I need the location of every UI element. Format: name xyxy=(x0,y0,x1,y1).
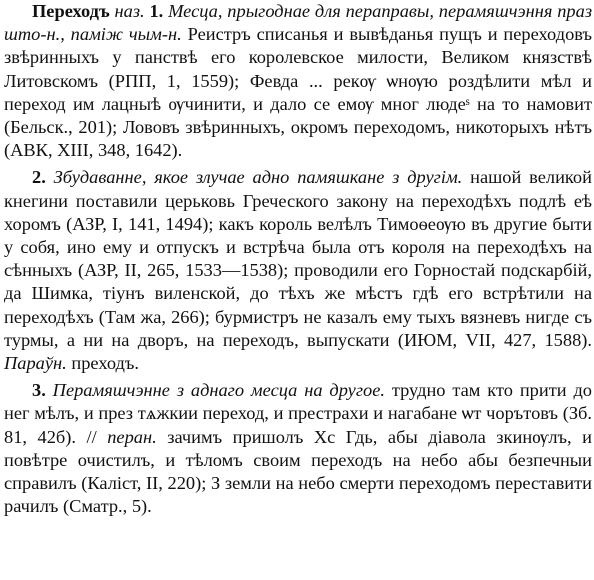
sense-1 xyxy=(4,0,592,162)
figurative-label: перан. xyxy=(107,426,157,447)
sense-definition-3: Перамяшчэнне з аднаго месца на другое. xyxy=(52,380,385,401)
headword: Переходъ xyxy=(32,1,110,21)
sense-definition-2: Збудаванне, якое злучае адно памяшкане з другім. xyxy=(53,167,463,188)
sense-number-2: 2. xyxy=(32,167,46,188)
sense-definition-1: Месца, прыгоднае для пераправы, перамяшчэння праз што-н., паміж чым-н. xyxy=(4,1,592,45)
sense-citations-2: нашой великой кнегини поставили церьковь Греческого закону на переходѣхъ подлѣ еѣ хоромъ (АЗР, I, 141, 1494); какъ король велѣлъ Тимоѳеѹю въ другие быти у собя, ино ему и отпускъ и встрѣча была отъ короля на переходѣхъ на сѣнныхъ (АЗР, II, 265, 1533—1538); проводили его Горностай подскарбій, да Шимка, тіунъ виленской, до тѣхъ же мѣстъ гдѣ его встрѣтили на переходѣхъ (Там жа, 266); бурмистръ не казалъ ему тыхъ вязневъ нигде съ турмы, а ни на дворъ, на переходъ, выпускати (ИЮМ, VII, 427, 1588). xyxy=(4,167,592,350)
cross-reference-word: преходъ. xyxy=(71,353,139,374)
sense-number-3: 3. xyxy=(32,380,46,401)
sense-citations-1: Реистръ списанья и вывѣданья пущъ и переходовъ звѣринныхъ у панствѣ его королевское милости, Великом князствѣ Литовскомъ (РПП, 1, 1559); Февда ... рекѹ ѡнѹю роздѣлити мѣл и переход им лацныѣ ѹчинити, и дало се емѹ мног людеˢ на то намовит (Бельск., 201); Лововъ звѣринныхъ, окромъ переходомъ, никоторыхъ нѣтъ (АВК, XIII, 348, 1642). xyxy=(4,24,592,161)
cross-reference-label: Параўн. xyxy=(4,353,67,374)
sense-2 xyxy=(4,166,592,375)
sense-3 xyxy=(4,379,592,518)
sense-citations-3a: трудно там кто прити до нег мѣлъ, и през тѧжкии переход, и престрахи и нагабане ѡт чорътовъ (Зб. 81, 42б). // xyxy=(4,380,593,447)
sense-citations-3b: зачимъ пришолъ Хс Гдь, абы діавола зкинѹлъ, и повѣтре очистилъ, и тѣломъ своим переходъ на небо абы безпечныи справилъ (Каліст, II, 220); З земли на небо смерти переходомъ переставити рачилъ (Сматр., 5). xyxy=(4,426,592,517)
part-of-speech: наз. xyxy=(114,1,145,21)
sense-number-1: 1. xyxy=(149,1,164,21)
